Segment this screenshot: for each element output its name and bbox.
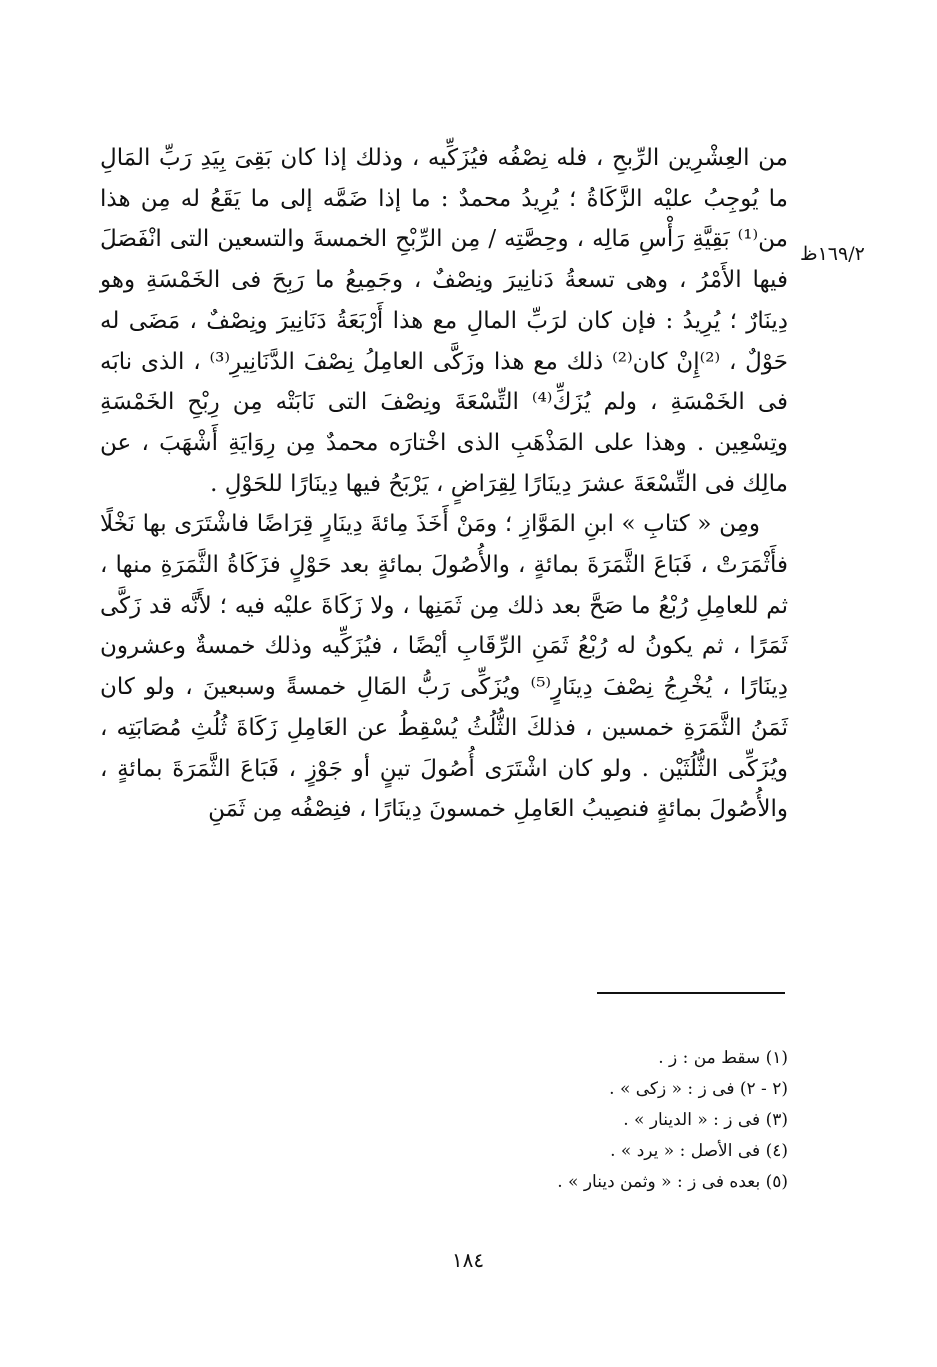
- paragraph-2: ومِن « كتابِ » ابنِ المَوَّازِ ؛ ومَنْ أَخَذَ مِائةَ دِينَارٍ قِرَاضًا فاشْتَرَى بها نَخْلًا فأَثْمَرَتْ ، فَبَاعَ الثَّمَرَةَ بمائةٍ ، والأُصُولَ بمائةٍ بعد حَوْلٍ فزَكَاةُ الثَّمَرَةِ منها ، ثم للعامِلِ رُبْعُ ما صَحَّ بعد ذلك مِن ثَمَنِها ، ولا زَكَاةَ عليْه فيه ؛ لأَنَّه قد زَكَّى ثَمَرًا ، ثم يكونُ له رُبْعُ ثَمَنِ الرِّقَابِ أيْضًا ، فيُزَكِّيه وذلك خمسةٌ وعشرون دِينَارًا ، يُخْرِجُ نِصْفَ دِينَارٍ⁽⁵⁾ ويُزَكِّى رَبُّ المَالِ خمسةً وسبعينَ ، ولو كان ثَمَنُ الثَّمَرَةِ خمسين ، فذلكَ الثُّلُثُ يُسْقِطُ عن العَامِلِ زَكَاةَ ثُلُثِ مُصَابَتِه ، ويُزَكِّى الثُّلُثَيْن . ولو كان اشْتَرَى أُصُولَ تينٍ أو جَوْزٍ ، فَبَاعَ الثَّمَرَةَ بمائةٍ ، والأُصُولَ بمائةٍ فنصِيبُ العَامِلِ خمسونَ دِينَارًا ، فنِصْفُه مِن ثَمَنِ: [100, 511, 788, 823]
- footnote-1: (١) سقط من : ز .: [658, 1048, 788, 1068]
- footnote-2: (٢ - ٢) فى ز : « زكى » .: [609, 1079, 788, 1099]
- footnote-divider: [597, 992, 785, 994]
- footnote-4: (٤) فى الأصل : « يرد » .: [610, 1141, 788, 1161]
- footnote-5: (٥) بعده فى ز : « وثمن دينار » .: [557, 1172, 788, 1192]
- paragraph-1: من العِشْرِين الرِّبحِ ، فله نِصْفُه فيُزَكِّيه ، وذلك إذا كان بَقِىَ بِيَدِ رَبِّ المَالِ ما يُوجِبُ عليْه الزَّكَاةُ ؛ يُرِيدُ محمدٌ : ما إذا ضَمَّه إلى ما يَقَعُ له مِن هذا من⁽¹⁾ بَقِيَّةِ رَأْسِ مَالِه ، وحِصَّتِه / مِن الرِّبْحِ الخمسةَ والتسعين التى انْفَصَلَ فيها الأَمْرُ ، وهى تسعةُ دَنانِيرَ ونِصْفٌ ، وجَمِيعُ ما رَبِحَ فى الخَمْسَةِ وهو دِينَارٌ ؛ يُرِيدُ : فإن كان لرَبِّ المالِ مع هذا أَرْبَعَةُ دَنَانِيرَ ونِصْفٌ ، مَضَى له حَوْلٌ ، ⁽²⁾إِنْ كان⁽²⁾ ذلك مع هذا وزَكَّى العامِلُ نِصْفَ الدَّنَانِيرِ⁽³⁾ ، الذى نابَه فى الخَمْسَةِ ، ولم يُزَكِّ⁽⁴⁾ التِّسْعَةَ ونِصْفَ التى نَابَتْه مِن رِبْحِ الخَمْسَةِ وتِسْعِين . وهذا على المَذْهَبِ الذى اخْتارَه محمدٌ مِن رِوَايَةِ أَشْهَبَ ، عن مالِك فى التِّسْعَةَ عشرَ دِينَارًا لِقِرَاضٍ ، يَرْبَحُ فيها دِينَارًا للحَوْلِ .: [100, 145, 789, 497]
- footnotes: [420, 1043, 788, 1198]
- footnote-3: (٣) فى ز : « الدينار » .: [623, 1110, 788, 1130]
- main-text: [100, 138, 788, 830]
- margin-folio-note: ١٦٩/٢ظ: [800, 243, 865, 265]
- page-number: ١٨٤: [451, 1248, 485, 1272]
